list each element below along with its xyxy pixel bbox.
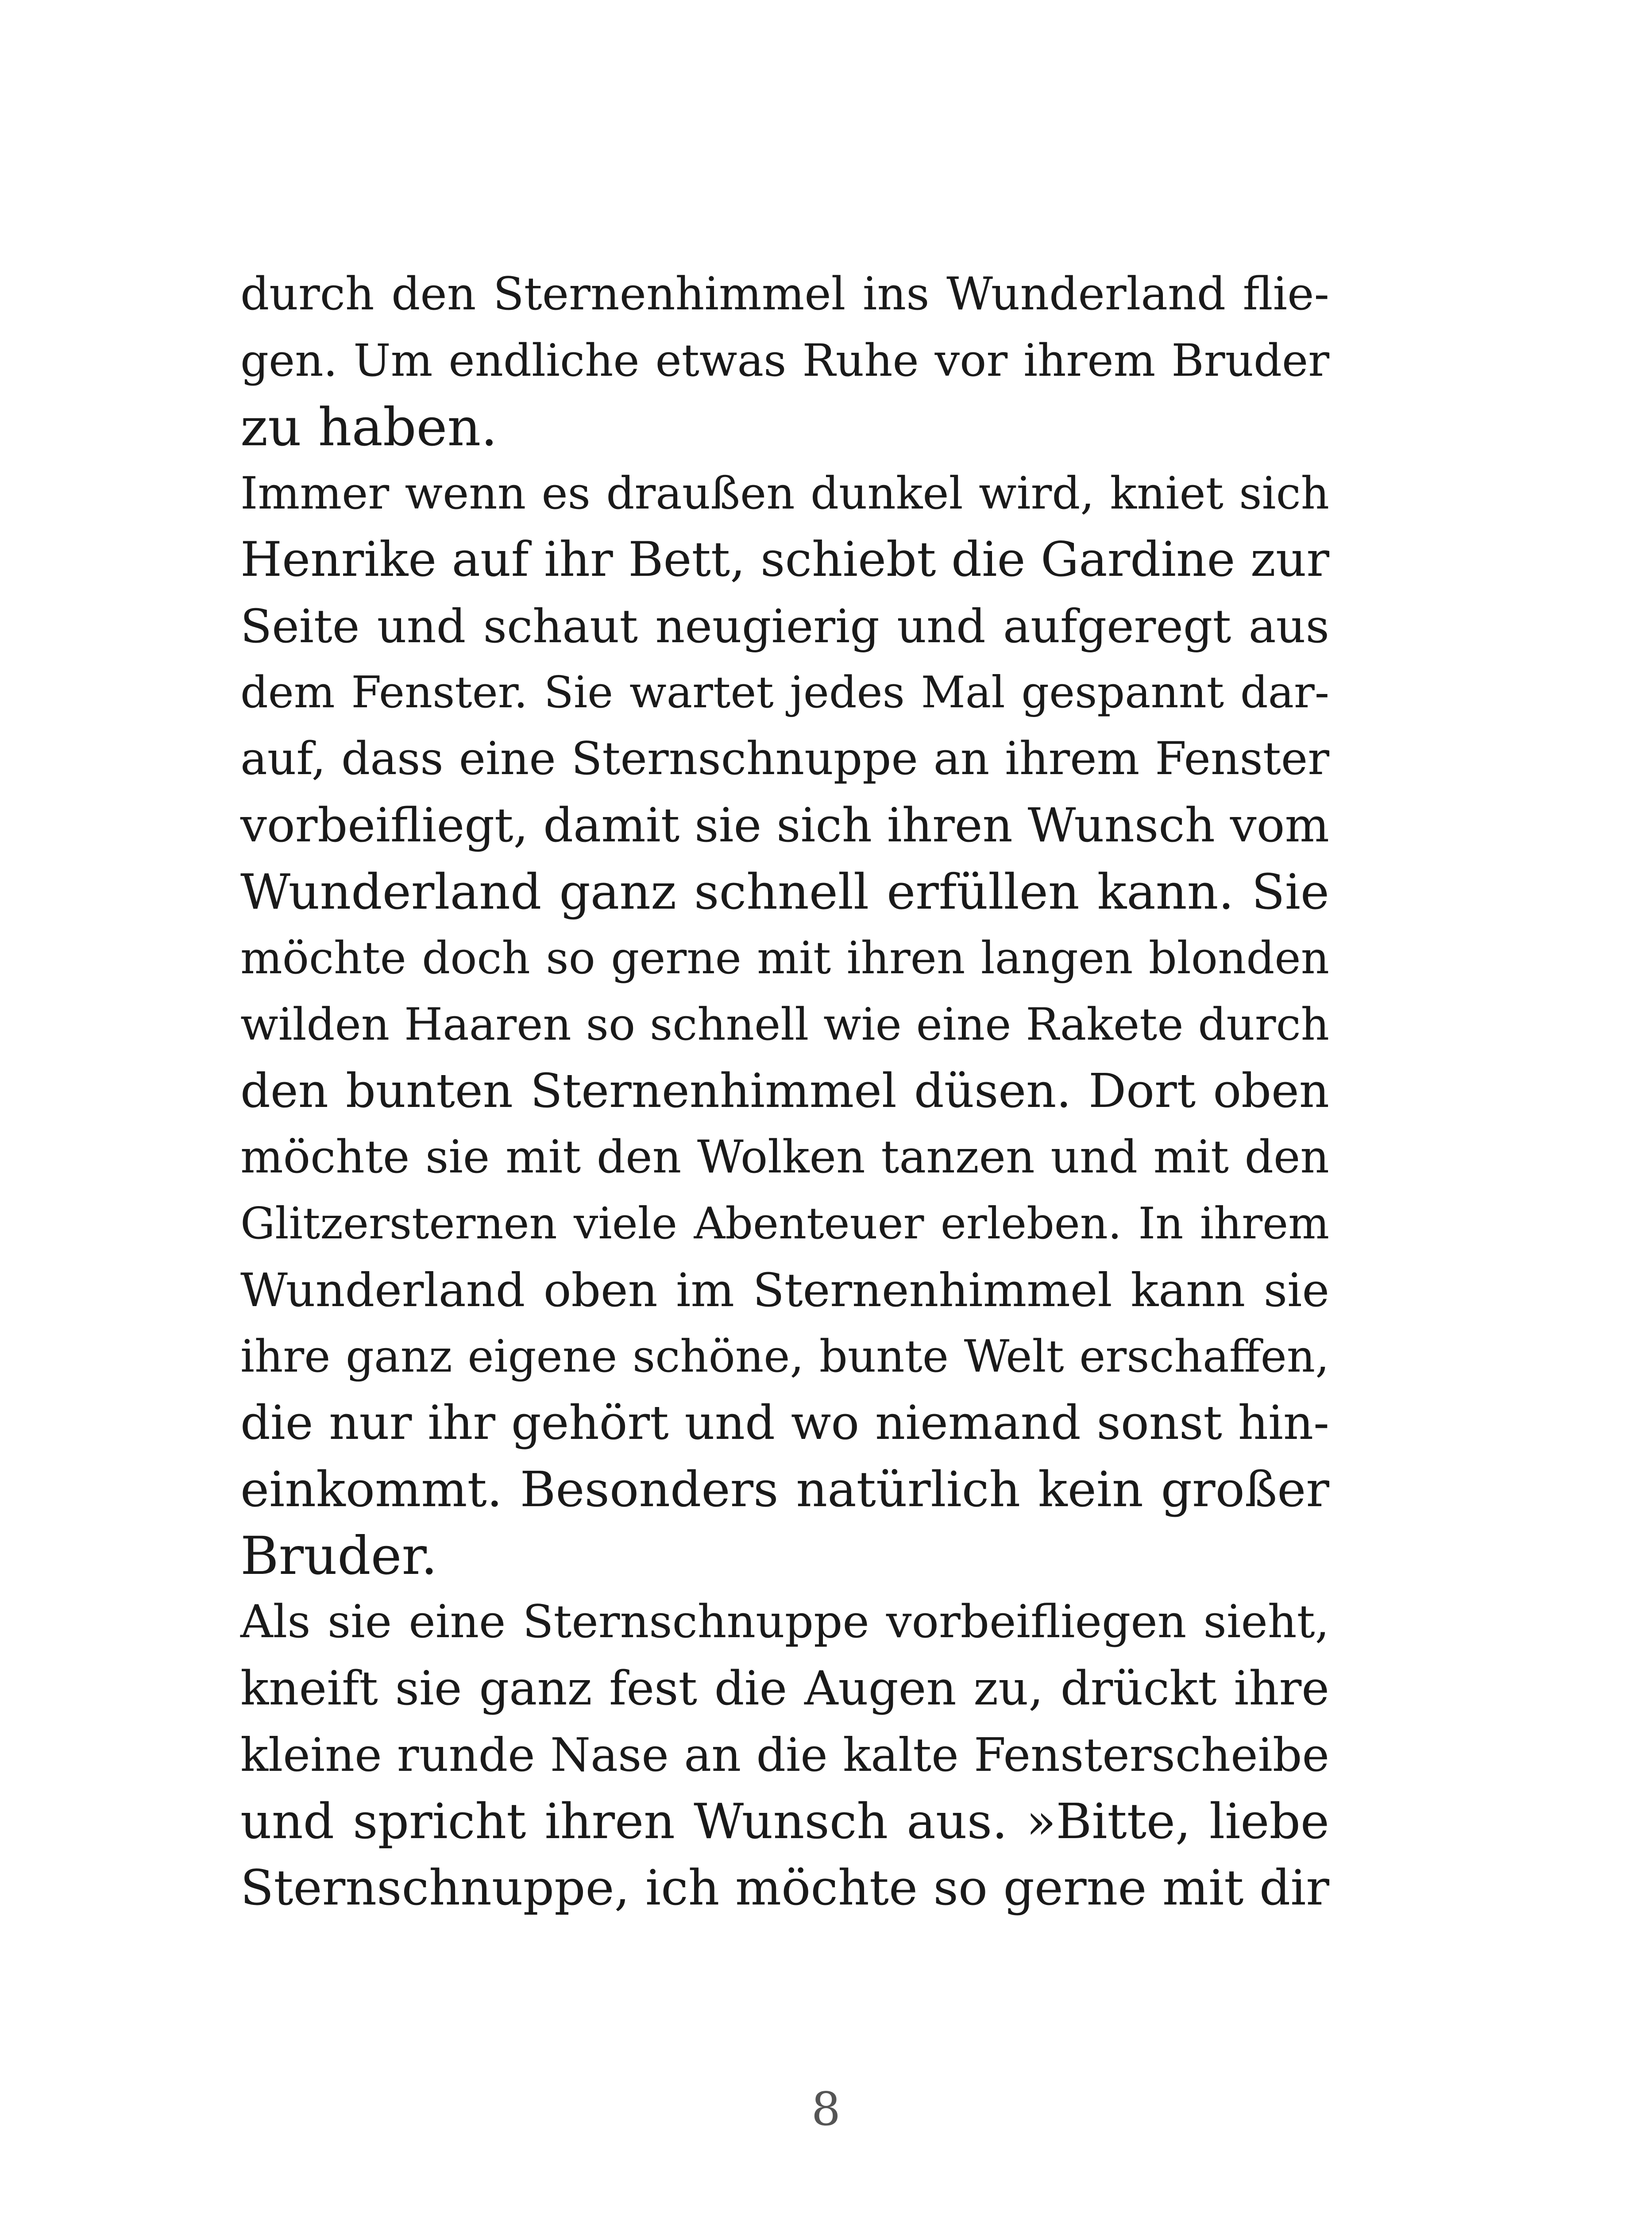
text-line: zu haben.: [240, 397, 498, 458]
text-line: durch den Sternenhimmel ins Wunderland flie-: [240, 268, 1329, 320]
text-line: möchte doch so gerne mit ihren langen blonden: [240, 932, 1329, 984]
page-number: 8: [811, 2082, 841, 2136]
text-line: dem Fenster. Sie wartet jedes Mal gespannt dar-: [240, 667, 1329, 718]
text-line: Als sie eine Sternschnuppe vorbeifliegen sieht,: [240, 1596, 1329, 1648]
text-line: Wunderland ganz schnell erfüllen kann. Sie: [240, 864, 1329, 920]
text-line: Bruder.: [240, 1525, 438, 1586]
text-line: die nur ihr gehört und wo niemand sonst hin-: [240, 1396, 1329, 1450]
text-line: möchte sie mit den Wolken tanzen und mit den: [240, 1131, 1329, 1184]
text-line: Immer wenn es draußen dunkel wird, kniet sich: [240, 467, 1329, 519]
text-line: einkommt. Besonders natürlich kein großer: [240, 1461, 1329, 1518]
text-line: den bunten Sternenhimmel düsen. Dort oben: [240, 1064, 1329, 1118]
text-line: Glitzersternen viele Abenteuer erleben. In ihrem: [240, 1199, 1329, 1249]
text-line: vorbeifliegt, damit sie sich ihren Wunsch vom: [240, 798, 1329, 852]
text-line: wilden Haaren so schnell wie eine Rakete durch: [240, 999, 1329, 1050]
text-line: kleine runde Nase an die kalte Fensterscheibe: [240, 1728, 1329, 1782]
text-line: auf, dass eine Sternschnuppe an ihrem Fenster: [240, 733, 1329, 785]
text-line: Seite und schaut neugierig und aufgeregt aus: [240, 599, 1329, 653]
text-line: Wunderland oben im Sternenhimmel kann sie: [240, 1263, 1329, 1317]
text-line: Sternschnuppe, ich möchte so gerne mit dir: [240, 1859, 1329, 1916]
text-line: und spricht ihren Wunsch aus. »Bitte, liebe: [240, 1793, 1329, 1850]
text-line: ihre ganz eigene schöne, bunte Welt erschaffen,: [240, 1330, 1329, 1382]
text-line: Henrike auf ihr Bett, schiebt die Gardine zur: [240, 532, 1329, 587]
body-text: [240, 261, 1329, 1921]
text-line: kneift sie ganz fest die Augen zu, drückt ihre: [240, 1661, 1329, 1716]
text-line: gen. Um endliche etwas Ruhe vor ihrem Bruder: [240, 335, 1329, 386]
